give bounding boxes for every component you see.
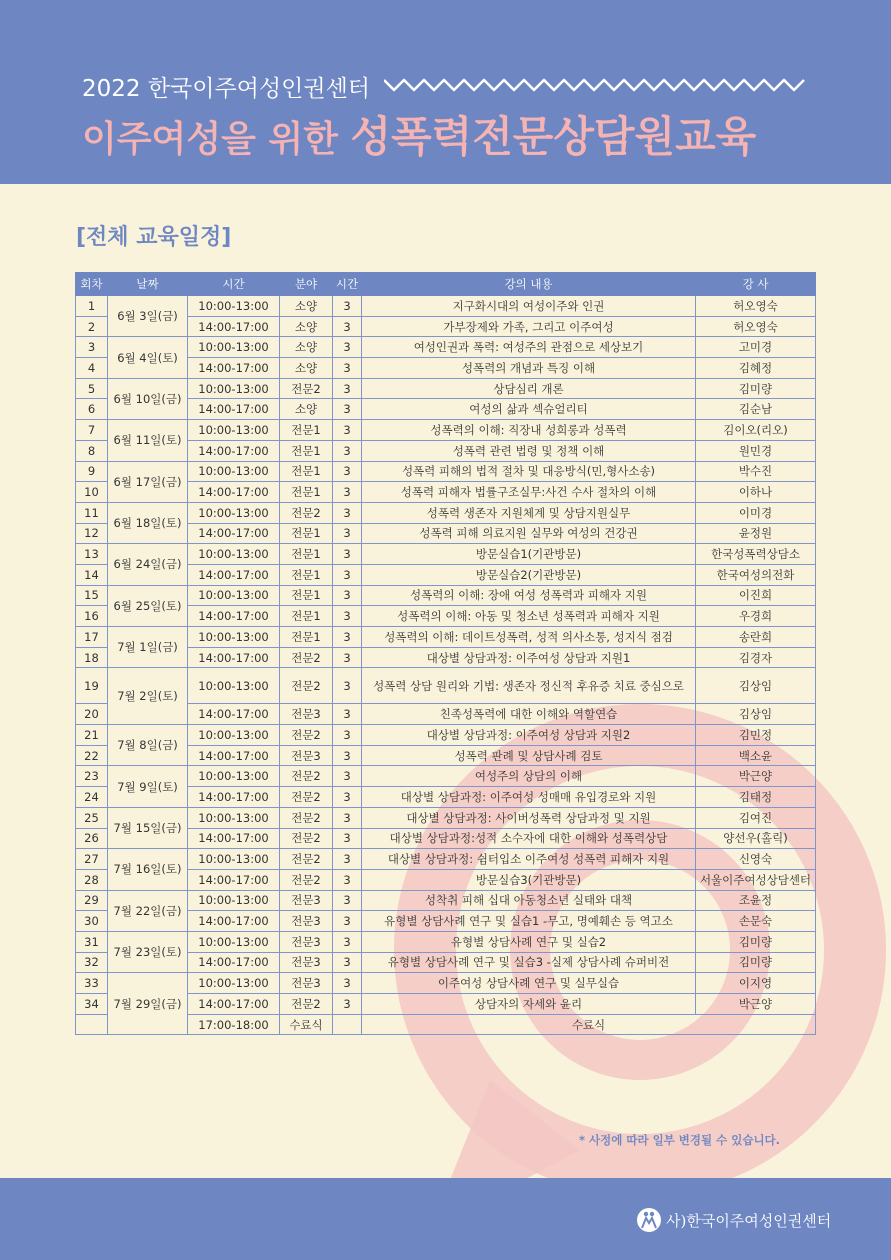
col-header-hours: 시간 (333, 273, 362, 296)
session-topic: 성착취 피해 십대 아동청소년 실태와 대책 (362, 890, 696, 911)
session-number: 14 (76, 564, 108, 585)
session-field: 전문2 (280, 502, 333, 523)
session-time: 14:00-17:00 (188, 399, 280, 420)
table-row (76, 849, 816, 870)
session-instructor: 김태정 (696, 787, 816, 808)
session-instructor: 이지영 (696, 973, 816, 994)
session-field: 전문3 (280, 890, 333, 911)
session-date: 7월 8일(금) (108, 725, 188, 766)
session-topic: 친족성폭력에 대한 이해와 역할연습 (362, 704, 696, 725)
session-number: 15 (76, 585, 108, 606)
session-instructor: 원민경 (696, 440, 816, 461)
session-number: 29 (76, 890, 108, 911)
session-hours: 3 (333, 627, 362, 648)
closing-empty-hours (333, 1014, 362, 1035)
session-time: 14:00-17:00 (188, 440, 280, 461)
table-row (76, 807, 816, 828)
session-field: 전문2 (280, 766, 333, 787)
session-instructor: 백소윤 (696, 745, 816, 766)
session-field: 전문3 (280, 911, 333, 932)
session-hours: 3 (333, 564, 362, 585)
session-field: 전문2 (280, 378, 333, 399)
session-number: 25 (76, 807, 108, 828)
table-row (76, 502, 816, 523)
session-date: 7월 22일(금) (108, 890, 188, 931)
section-title: [전체 교육일정] (76, 225, 232, 250)
session-topic: 가부장제와 가족, 그리고 이주여성 (362, 316, 696, 337)
session-hours: 3 (333, 994, 362, 1015)
session-date: 6월 24일(금) (108, 544, 188, 585)
session-instructor: 김여진 (696, 807, 816, 828)
session-instructor: 손문숙 (696, 911, 816, 932)
session-hours: 3 (333, 931, 362, 952)
session-hours: 3 (333, 420, 362, 441)
session-time: 14:00-17:00 (188, 606, 280, 627)
session-topic: 유형별 상담사례 연구 및 실습1 -무고, 명예훼손 등 역고소 (362, 911, 696, 932)
session-hours: 3 (333, 973, 362, 994)
session-topic: 성폭력 관련 법령 및 정책 이해 (362, 440, 696, 461)
session-hours: 3 (333, 399, 362, 420)
closing-empty-number (76, 1014, 108, 1035)
session-number: 9 (76, 461, 108, 482)
session-topic: 성폭력의 이해: 데이트성폭력, 성적 의사소통, 성지식 점검 (362, 627, 696, 648)
session-topic: 성폭력 판례 및 상담사례 검토 (362, 745, 696, 766)
session-topic: 방문실습3(기관방문) (362, 869, 696, 890)
session-hours: 3 (333, 869, 362, 890)
session-time: 14:00-17:00 (188, 523, 280, 544)
session-hours: 3 (333, 807, 362, 828)
table-header-row (76, 273, 816, 296)
session-number: 34 (76, 994, 108, 1015)
session-field: 전문3 (280, 952, 333, 973)
session-field: 전문2 (280, 807, 333, 828)
session-topic: 성폭력 피해의 법적 절차 및 대응방식(민,형사소송) (362, 461, 696, 482)
session-time: 14:00-17:00 (188, 828, 280, 849)
session-topic: 성폭력의 이해: 직장내 성희롱과 성폭력 (362, 420, 696, 441)
session-time: 14:00-17:00 (188, 869, 280, 890)
session-hours: 3 (333, 952, 362, 973)
session-time: 14:00-17:00 (188, 952, 280, 973)
session-time: 14:00-17:00 (188, 647, 280, 668)
session-number: 7 (76, 420, 108, 441)
col-header-time: 시간 (188, 273, 280, 296)
session-topic: 성폭력의 이해: 아동 및 청소년 성폭력과 피해자 지원 (362, 606, 696, 627)
session-hours: 3 (333, 890, 362, 911)
session-field: 전문1 (280, 420, 333, 441)
session-hours: 3 (333, 849, 362, 870)
session-topic: 성폭력의 개념과 특징 이해 (362, 358, 696, 379)
session-instructor: 김미량 (696, 931, 816, 952)
session-time: 14:00-17:00 (188, 787, 280, 808)
col-header-instructor: 강 사 (696, 273, 816, 296)
session-instructor: 허오영숙 (696, 316, 816, 337)
session-number: 24 (76, 787, 108, 808)
session-hours: 3 (333, 787, 362, 808)
table-row (76, 890, 816, 911)
table-row (76, 378, 816, 399)
schedule-table (75, 272, 816, 1035)
session-number: 26 (76, 828, 108, 849)
session-time: 14:00-17:00 (188, 482, 280, 503)
session-instructor: 김민정 (696, 725, 816, 746)
change-notice: * 사정에 따라 일부 변경될 수 있습니다. (579, 1133, 781, 1147)
session-field: 전문2 (280, 787, 333, 808)
session-hours: 3 (333, 647, 362, 668)
session-date: 7월 29일(금) (108, 973, 188, 1035)
session-field: 전문1 (280, 482, 333, 503)
session-topic: 성폭력 상담 원리와 기법: 생존자 정신적 후유증 치료 중심으로 (362, 668, 696, 704)
session-field: 전문3 (280, 931, 333, 952)
session-field: 전문2 (280, 647, 333, 668)
session-hours: 3 (333, 482, 362, 503)
session-instructor: 김미량 (696, 378, 816, 399)
session-date: 7월 2일(토) (108, 668, 188, 725)
session-topic: 방문실습2(기관방문) (362, 564, 696, 585)
session-instructor: 이진희 (696, 585, 816, 606)
col-header-content: 강의 내용 (362, 273, 696, 296)
session-time: 14:00-17:00 (188, 316, 280, 337)
session-field: 전문3 (280, 704, 333, 725)
table-row (76, 544, 816, 565)
session-instructor: 이하나 (696, 482, 816, 503)
session-topic: 유형별 상담사례 연구 및 실습3 -실제 상담사례 슈퍼비전 (362, 952, 696, 973)
session-time: 14:00-17:00 (188, 358, 280, 379)
session-hours: 3 (333, 316, 362, 337)
session-field: 전문3 (280, 973, 333, 994)
session-number: 16 (76, 606, 108, 627)
session-instructor: 허오영숙 (696, 296, 816, 317)
session-topic: 여성주의 상담의 이해 (362, 766, 696, 787)
session-time: 10:00-13:00 (188, 807, 280, 828)
table-row (76, 420, 816, 441)
session-instructor: 신영숙 (696, 849, 816, 870)
session-instructor: 송란희 (696, 627, 816, 648)
session-field: 전문1 (280, 606, 333, 627)
year-title: 2022 한국이주여성인권센터 (82, 76, 371, 102)
session-topic: 대상별 상담과정: 이주여성 성매매 유입경로와 지원 (362, 787, 696, 808)
session-topic: 대상별 상담과정: 사이버성폭력 상담과정 및 지원 (362, 807, 696, 828)
table-row (76, 668, 816, 704)
table-row (76, 766, 816, 787)
session-time: 10:00-13:00 (188, 420, 280, 441)
col-header-date: 날짜 (108, 273, 188, 296)
session-time: 14:00-17:00 (188, 564, 280, 585)
session-topic: 유형별 상담사례 연구 및 실습2 (362, 931, 696, 952)
closing-field: 수료식 (280, 1014, 333, 1035)
table-row (76, 461, 816, 482)
session-time: 10:00-13:00 (188, 296, 280, 317)
session-date: 7월 9일(토) (108, 766, 188, 807)
session-topic: 상담자의 자세와 윤리 (362, 994, 696, 1015)
session-time: 10:00-13:00 (188, 725, 280, 746)
session-instructor: 서울이주여성상담센터 (696, 869, 816, 890)
session-date: 6월 4일(토) (108, 337, 188, 378)
session-number: 21 (76, 725, 108, 746)
session-field: 전문1 (280, 523, 333, 544)
session-instructor: 한국성폭력상담소 (696, 544, 816, 565)
session-date: 7월 16일(토) (108, 849, 188, 890)
session-hours: 3 (333, 337, 362, 358)
main-title (82, 104, 756, 164)
session-date: 6월 25일(토) (108, 585, 188, 626)
session-instructor: 박근양 (696, 994, 816, 1015)
session-number: 8 (76, 440, 108, 461)
session-topic: 성폭력의 이해: 장애 여성 성폭력과 피해자 지원 (362, 585, 696, 606)
col-header-no: 회차 (76, 273, 108, 296)
session-time: 10:00-13:00 (188, 766, 280, 787)
session-hours: 3 (333, 828, 362, 849)
table-row (76, 973, 816, 994)
session-hours: 3 (333, 523, 362, 544)
closing-time: 17:00-18:00 (188, 1014, 280, 1035)
session-hours: 3 (333, 296, 362, 317)
session-topic: 여성의 삶과 섹슈얼리티 (362, 399, 696, 420)
session-instructor: 한국여성의전화 (696, 564, 816, 585)
session-field: 소양 (280, 358, 333, 379)
session-time: 10:00-13:00 (188, 378, 280, 399)
session-instructor: 조윤정 (696, 890, 816, 911)
session-time: 14:00-17:00 (188, 704, 280, 725)
session-topic: 이주여성 상담사례 연구 및 실무실습 (362, 973, 696, 994)
session-topic: 성폭력 피해 의료지원 실무와 여성의 건강권 (362, 523, 696, 544)
session-instructor: 김경자 (696, 647, 816, 668)
session-time: 14:00-17:00 (188, 911, 280, 932)
session-hours: 3 (333, 502, 362, 523)
session-hours: 3 (333, 440, 362, 461)
session-number: 4 (76, 358, 108, 379)
session-hours: 3 (333, 725, 362, 746)
session-instructor: 김이오(리오) (696, 420, 816, 441)
session-hours: 3 (333, 358, 362, 379)
session-number: 30 (76, 911, 108, 932)
session-instructor: 김상임 (696, 704, 816, 725)
session-instructor: 김순남 (696, 399, 816, 420)
session-instructor: 우경희 (696, 606, 816, 627)
session-field: 소양 (280, 296, 333, 317)
session-field: 전문1 (280, 585, 333, 606)
zigzag-decoration (384, 76, 814, 92)
session-instructor: 이미경 (696, 502, 816, 523)
session-field: 전문2 (280, 994, 333, 1015)
session-field: 전문2 (280, 869, 333, 890)
session-field: 전문3 (280, 745, 333, 766)
session-topic: 지구화시대의 여성이주와 인권 (362, 296, 696, 317)
session-number: 20 (76, 704, 108, 725)
session-number: 3 (76, 337, 108, 358)
session-topic: 성폭력 생존자 지원체계 및 상담지원실무 (362, 502, 696, 523)
session-number: 1 (76, 296, 108, 317)
session-number: 18 (76, 647, 108, 668)
session-hours: 3 (333, 911, 362, 932)
table-row (76, 725, 816, 746)
session-topic: 방문실습1(기관방문) (362, 544, 696, 565)
session-hours: 3 (333, 544, 362, 565)
session-number: 2 (76, 316, 108, 337)
session-time: 10:00-13:00 (188, 502, 280, 523)
session-field: 소양 (280, 316, 333, 337)
session-topic: 대상별 상담과정:성적 소수자에 대한 이해와 성폭력상담 (362, 828, 696, 849)
col-header-field: 분야 (280, 273, 333, 296)
session-field: 소양 (280, 337, 333, 358)
session-number: 5 (76, 378, 108, 399)
session-date: 6월 11일(토) (108, 420, 188, 461)
session-instructor: 윤정원 (696, 523, 816, 544)
schedule-body (76, 296, 816, 1035)
session-number: 13 (76, 544, 108, 565)
session-number: 33 (76, 973, 108, 994)
session-field: 전문1 (280, 564, 333, 585)
org-logo-icon (636, 1207, 662, 1233)
session-field: 전문2 (280, 668, 333, 704)
closing-content: 수료식 (362, 1014, 816, 1035)
session-instructor: 양선우(홀릭) (696, 828, 816, 849)
session-time: 10:00-13:00 (188, 585, 280, 606)
session-hours: 3 (333, 585, 362, 606)
session-number: 6 (76, 399, 108, 420)
session-number: 12 (76, 523, 108, 544)
session-field: 전문1 (280, 627, 333, 648)
session-date: 7월 15일(금) (108, 807, 188, 848)
session-field: 소양 (280, 399, 333, 420)
session-number: 17 (76, 627, 108, 648)
session-number: 32 (76, 952, 108, 973)
session-date: 6월 10일(금) (108, 378, 188, 419)
session-hours: 3 (333, 461, 362, 482)
table-row (76, 296, 816, 317)
session-field: 전문2 (280, 849, 333, 870)
title-main: 성폭력전문상담원교육 (350, 112, 757, 161)
session-number: 28 (76, 869, 108, 890)
title-prefix: 이주여성을 위한 (82, 119, 351, 160)
session-time: 14:00-17:00 (188, 994, 280, 1015)
org-name: 사)한국이주여성인권센터 (666, 1212, 832, 1230)
session-time: 10:00-13:00 (188, 931, 280, 952)
session-topic: 성폭력 피해자 법률구조실무:사건 수사 절차의 이해 (362, 482, 696, 503)
session-field: 전문1 (280, 440, 333, 461)
session-hours: 3 (333, 606, 362, 627)
session-number: 27 (76, 849, 108, 870)
session-hours: 3 (333, 745, 362, 766)
session-hours: 3 (333, 378, 362, 399)
session-instructor: 고미경 (696, 337, 816, 358)
session-number: 23 (76, 766, 108, 787)
session-hours: 3 (333, 668, 362, 704)
session-date: 6월 18일(토) (108, 502, 188, 543)
session-time: 10:00-13:00 (188, 627, 280, 648)
session-time: 14:00-17:00 (188, 745, 280, 766)
session-number: 22 (76, 745, 108, 766)
session-date: 6월 3일(금) (108, 296, 188, 337)
session-hours: 3 (333, 766, 362, 787)
session-time: 10:00-13:00 (188, 544, 280, 565)
session-field: 전문1 (280, 461, 333, 482)
table-row (76, 337, 816, 358)
session-time: 10:00-13:00 (188, 461, 280, 482)
table-row (76, 931, 816, 952)
session-time: 10:00-13:00 (188, 668, 280, 704)
session-number: 19 (76, 668, 108, 704)
session-number: 11 (76, 502, 108, 523)
session-time: 10:00-13:00 (188, 849, 280, 870)
session-time: 10:00-13:00 (188, 973, 280, 994)
session-instructor: 김혜정 (696, 358, 816, 379)
session-topic: 대상별 상담과정: 이주여성 상담과 지원1 (362, 647, 696, 668)
session-field: 전문2 (280, 828, 333, 849)
session-number: 31 (76, 931, 108, 952)
session-instructor: 박근양 (696, 766, 816, 787)
session-number: 10 (76, 482, 108, 503)
table-row (76, 585, 816, 606)
session-topic: 대상별 상담과정: 이주여성 상담과 지원2 (362, 725, 696, 746)
table-row (76, 627, 816, 648)
session-topic: 여성인권과 폭력: 여성주의 관점으로 세상보기 (362, 337, 696, 358)
session-time: 10:00-13:00 (188, 890, 280, 911)
session-date: 7월 23일(토) (108, 931, 188, 972)
session-topic: 상담심리 개론 (362, 378, 696, 399)
session-instructor: 김미량 (696, 952, 816, 973)
session-instructor: 박수진 (696, 461, 816, 482)
session-instructor: 김상임 (696, 668, 816, 704)
session-topic: 대상별 상담과정: 쉼터입소 이주여성 성폭력 피해자 지원 (362, 849, 696, 870)
session-field: 전문1 (280, 544, 333, 565)
session-hours: 3 (333, 704, 362, 725)
session-time: 10:00-13:00 (188, 337, 280, 358)
session-field: 전문2 (280, 725, 333, 746)
session-date: 6월 17일(금) (108, 461, 188, 502)
session-date: 7월 1일(금) (108, 627, 188, 668)
